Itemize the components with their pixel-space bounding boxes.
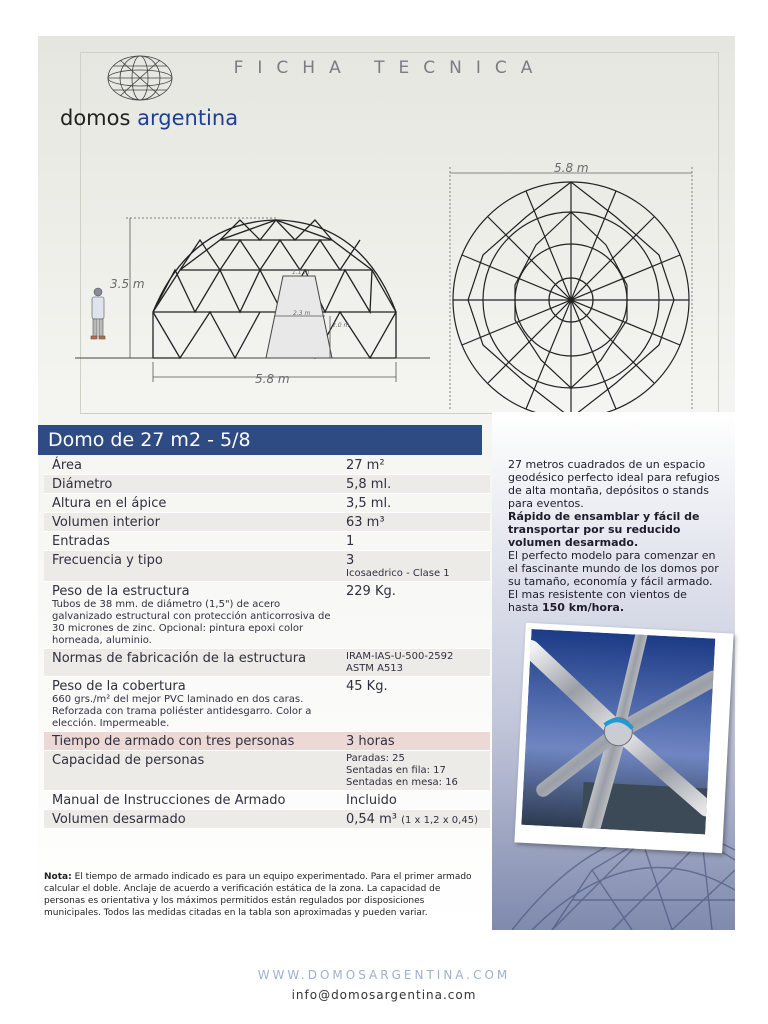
spec-label: Frecuencia y tipo — [52, 553, 163, 568]
spec-label: Altura en el ápice — [52, 496, 167, 511]
spec-value: 63 m³ — [346, 515, 385, 530]
description-wind-speed: 150 km/hora. — [542, 601, 625, 614]
spec-label-detail: 660 grs./m² del mejor PVC laminado en dos caras. Reforzada con trama poliéster antidesgarro. Color a elección. Impermeable. — [52, 694, 312, 729]
spec-value-detail: Paradas: 25 Sentadas en fila: 17 Sentadas en mesa: 16 — [346, 753, 458, 788]
spec-value-cell — [342, 810, 490, 828]
spec-label-cell — [44, 582, 342, 648]
logo-word-argentina: argentina — [137, 106, 239, 130]
page-title: FICHA TECNICA — [233, 58, 547, 78]
spec-value: 229 Kg. — [346, 584, 396, 599]
spec-label: Volumen interior — [52, 515, 160, 530]
product-title: Domo de 27 m2 - 5/8 — [38, 425, 482, 455]
door-top-label: 1.1 m — [292, 269, 310, 276]
spec-label: Capacidad de personas — [52, 753, 205, 768]
spec-label: Diámetro — [52, 477, 113, 492]
width-dimension-label: 5.8 m — [255, 372, 290, 386]
spec-label: Volumen desarmado — [52, 812, 186, 827]
description-intro: 27 metros cuadrados de un espacio geodésico perfecto ideal para refugios de alta montaña, depósitos o stands para eventos. — [508, 458, 720, 510]
spec-row-area — [44, 456, 490, 475]
logo-word-domos: domos — [60, 106, 131, 130]
brand-logo — [60, 106, 238, 130]
description-assembly: Rápido de ensamblar y fácil de transportar por su reducido volumen desarmado. — [508, 510, 700, 549]
spec-row-entrances — [44, 532, 490, 551]
spec-value: 1 — [346, 534, 355, 549]
dome-top-view-drawing — [446, 155, 696, 415]
spec-row-capacity — [44, 751, 490, 791]
spec-label: Manual de Instrucciones de Armado — [52, 793, 286, 808]
spec-value: Incluido — [346, 793, 397, 808]
spec-value: 27 m² — [346, 458, 385, 473]
footnote — [44, 871, 484, 919]
spec-value: 3 — [346, 553, 355, 568]
spec-row-frequency — [44, 551, 490, 582]
spec-row-structure-weight — [44, 582, 490, 649]
spec-value: 3 horas — [346, 734, 395, 749]
person-silhouette — [91, 288, 105, 339]
spec-value-dimensions: (1 x 1,2 x 0,45) — [401, 815, 478, 826]
door-width-label: 2.3 m — [293, 310, 311, 317]
spec-row-diameter — [44, 475, 490, 494]
spec-value: 45 Kg. — [346, 679, 388, 694]
spec-label: Área — [52, 458, 82, 473]
spec-row-packed-volume — [44, 810, 490, 829]
spec-row-manual — [44, 791, 490, 810]
spec-row-height — [44, 494, 490, 513]
spec-label: Tiempo de armado con tres personas — [52, 734, 295, 749]
spec-value-cell — [342, 551, 490, 581]
description-model: El perfecto modelo para comenzar en el fascinante mundo de los domos por su tamaño, economía y fácil armado. — [508, 549, 719, 588]
logo-dome-icon — [105, 52, 175, 104]
email-link[interactable]: info@domosargentina.com — [291, 988, 477, 1002]
spec-label-detail: Tubos de 38 mm. de diámetro (1,5") de acero galvanizado estructural con protección anticorrosiva de 30 micrones de zinc. Opcional: pintura epoxi color horneada, aluminio. — [52, 599, 331, 646]
top-width-label: 5.8 m — [554, 161, 589, 175]
spec-row-volume — [44, 513, 490, 532]
height-dimension-label: 3.5 m — [110, 277, 145, 291]
spec-label: Normas de fabricación de la estructura — [52, 651, 307, 666]
product-description — [508, 458, 720, 614]
door-height-label: 2.0 m — [332, 322, 350, 329]
spec-value: 5,8 ml. — [346, 477, 392, 492]
website-link[interactable]: WWW.DOMOSARGENTINA.COM — [257, 968, 511, 982]
dome-entrance — [266, 276, 332, 358]
spec-row-cover-weight — [44, 677, 490, 732]
spec-value-detail: IRAM-IAS-U-500-2592 ASTM A513 — [346, 651, 454, 674]
spec-row-standards — [44, 649, 490, 677]
spec-label: Entradas — [52, 534, 110, 549]
spec-value: 3,5 ml. — [346, 496, 392, 511]
structure-joint-photo — [514, 623, 733, 854]
spec-label-cell — [44, 677, 342, 731]
spec-label: Peso de la estructura — [52, 584, 190, 599]
spec-value: 0,54 m³ — [346, 812, 397, 827]
spec-row-assembly-time — [44, 732, 490, 751]
spec-label: Peso de la cobertura — [52, 679, 186, 694]
specs-table — [44, 456, 490, 829]
spec-value-detail: Icosaedrico - Clase 1 — [346, 568, 450, 579]
footnote-text: El tiempo de armado indicado es para un equipo experimentado. Para el primer armado calcular el doble. Anclaje de acuerdo a verificación estática de la zona. La capacidad de personas es orientativa y los máximos permitidos están regulados por disposiciones municipales. Todos las medidas citadas en la tabla son aproximadas y pueden variar. — [44, 872, 472, 918]
dome-elevation-drawing — [70, 212, 440, 392]
description-wind: El mas resistente con vientos de hasta — [508, 588, 687, 614]
footnote-label: Nota: — [44, 872, 72, 882]
